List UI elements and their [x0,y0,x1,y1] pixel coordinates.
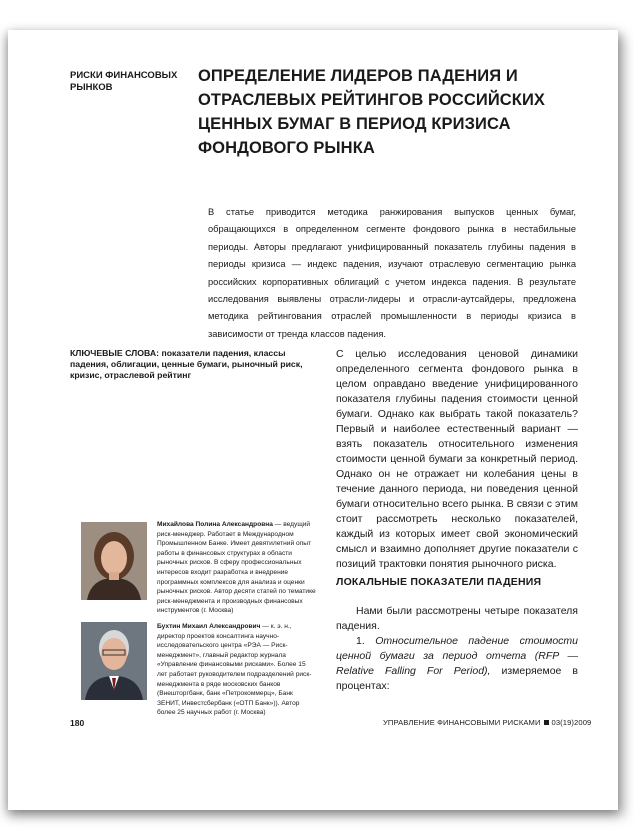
author-name: Бухтин Михаил Александрович [157,623,261,630]
item-tail: измеряемое в процентах: [336,665,578,692]
item-number: 1. [356,635,365,647]
journal-name: УПРАВЛЕНИЕ ФИНАНСОВЫМИ РИСКАМИ [383,718,541,727]
section-body [336,604,578,694]
author-bio [157,622,317,718]
author-description: — ведущий риск-менеджер. Работает в Международном Промышленном Банке. Имеет девятилетний опыт работы в финансовых структурах в области рыночных рисков. В сферу профессиональных интересов входит разработка и внедрение программных комплексов для анализа и оценки рыночных рисков. Автор десяти статей по тематике риск-менеджмента и производных финансовых инструментов (г. Москва) [157,521,316,615]
author-name: Михайлова Полина Александровна [157,521,273,528]
author-description: — к. э. н., директор проектов консалтинга научно-исследовательского центра «РЭА — Риск-менеджмент», главный редактор журнала «Управление финансовыми рисками». Более 15 лет работает руководителем подразделений риск-менеджмента в ряде московских банков (Внешторгбанк, банк «Петрокоммерц», Банк ЗЕНИТ, Инвестсбербанк («ОТП Банк»)). Автор более 25 научных работ (г. Москва) [157,623,312,717]
section-intro: Нами были рассмотрены четыре показателя падения. [336,605,578,632]
author-photo [81,622,147,700]
keywords-block [70,348,312,381]
author-photo [81,522,147,600]
article-title: ОПРЕДЕЛЕНИЕ ЛИДЕРОВ ПАДЕНИЯ И ОТРАСЛЕВЫХ РЕЙТИНГОВ РОССИЙСКИХ ЦЕННЫХ БУМАГ В ПЕРИОД КРИЗИСА ФОНДОВОГО РЫНКА [198,67,546,157]
journal-issue: 03(19)2009 [551,718,592,727]
journal-footer [383,718,591,727]
item-italic-text: Относительное падение стоимости ценной бумаги за период отчета (RFP — Relative Falling For Period), [336,635,579,677]
article-abstract: В статье приводится методика ранжирования выпусков ценных бумаг, обращающихся в определенном сегменте фондового рынка в нестабильные периоды. Авторы предлагают унифицированный показатель глубины падения в периоды кризиса — индекс падения, изучают отраслевую сегментацию рынка российских корпоративных облигаций с учетом индекса падения. В результате исследования выявлены отрасли-лидеры и отрасли-аутсайдеры, предложена методика рейтингования отраслей промышленности в периоды кризиса в зависимости от тренда классов падения. [208,207,576,339]
square-icon [544,720,549,725]
section-heading: ЛОКАЛЬНЫЕ ПОКАЗАТЕЛИ ПАДЕНИЯ [336,576,542,588]
list-item-1 [336,634,578,694]
keywords-text: показатели падения, классы падения, облигации, ценные бумаги, рыночный риск, кризис, отраслевой рейтинг [70,348,303,380]
page-number: 180 [70,718,85,728]
section-rubric: РИСКИ ФИНАНСОВЫХ РЫНКОВ [70,70,178,93]
main-paragraph: С целью исследования ценовой динамики определенного сегмента фондового рынка в целом оправдано введение унифицированного показателя глубины падения стоимости ценной бумаги. Однако как выбрать такой показатель? Первый и наиболее естественный вариант — взять показатель относительного изменения стоимости ценной бумаги за конкретный период. Однако он не отражает ни колебания цены в течение данного периода, ни поведения ценной бумаги относительно всего рынка. В связи с этим стоит рассмотреть несколько показателей, каждый из которых имеет свой экономический смысл и взаимно дополняет другие показатели с позиций трактовки понятия рыночного риска. [336,348,578,570]
keywords-label: КЛЮЧЕВЫЕ СЛОВА: [70,348,160,358]
author-bio [157,520,317,616]
